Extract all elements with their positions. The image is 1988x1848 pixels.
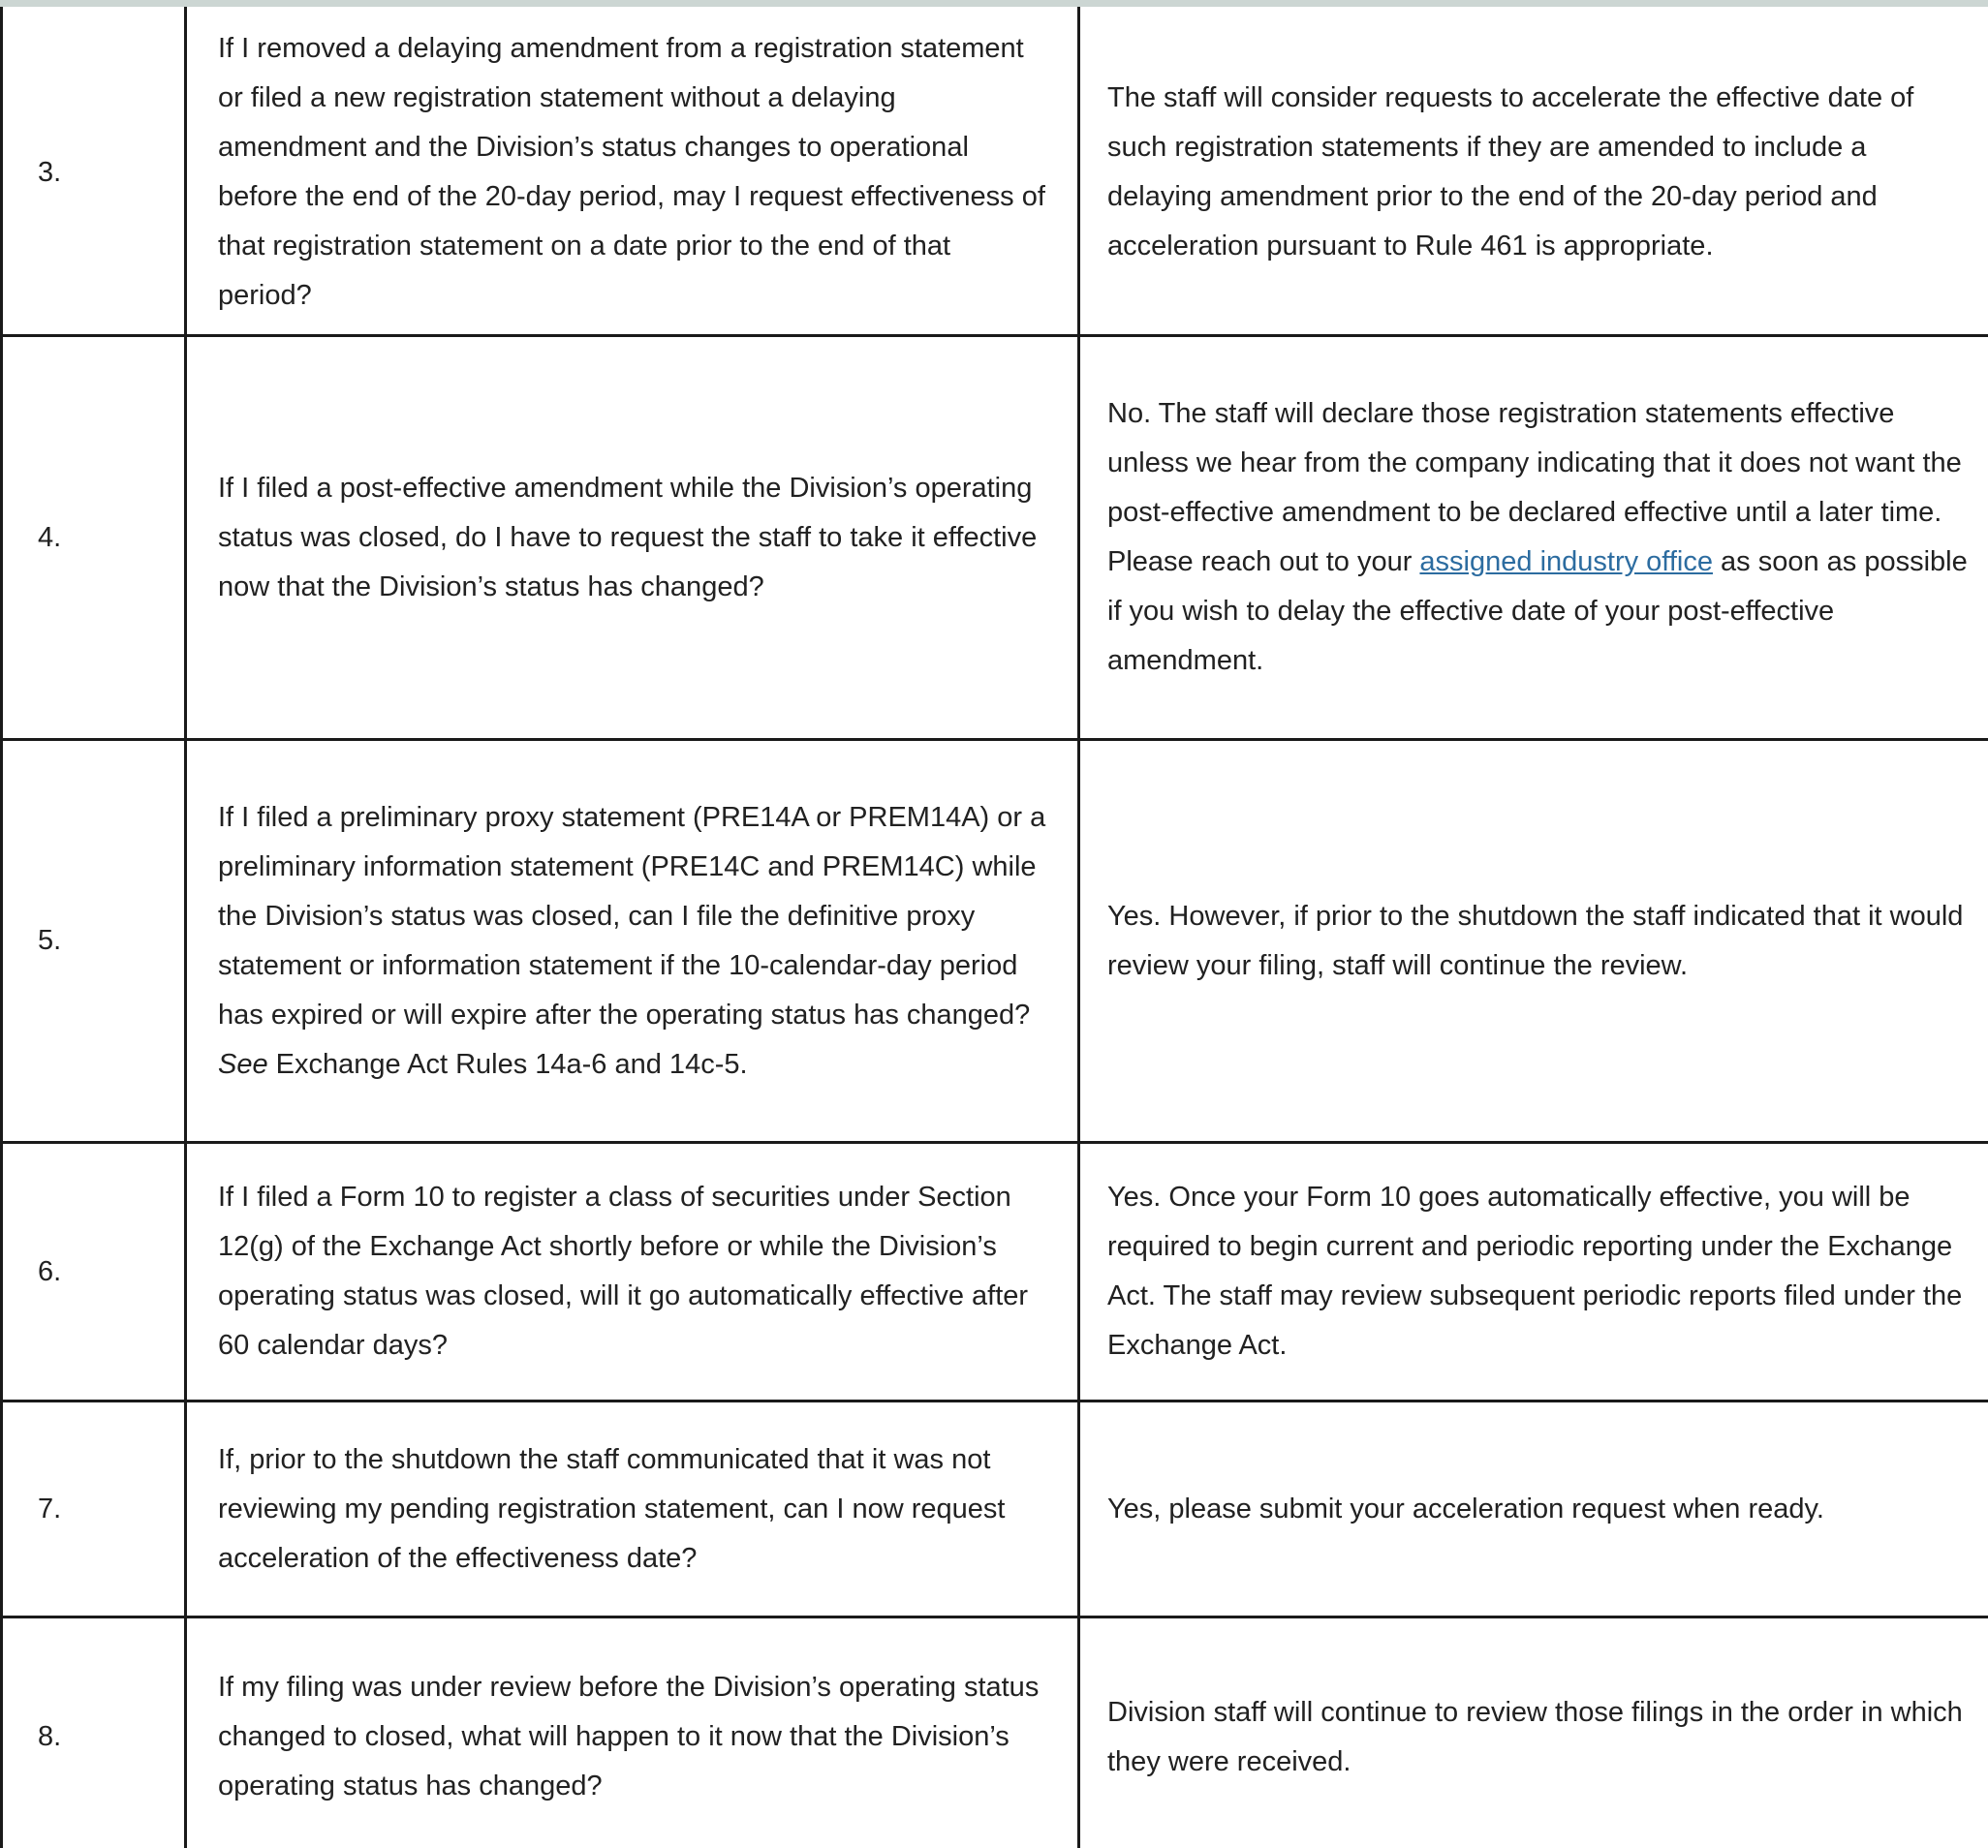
answer-text: Yes. However, if prior to the shutdown the staff indicated that it would review your filing, staff will continue the review. bbox=[1107, 900, 1964, 981]
row-number-cell bbox=[0, 1618, 187, 1848]
row-number: 4. bbox=[38, 521, 62, 553]
question-cell bbox=[187, 1402, 1080, 1616]
question-cell bbox=[187, 1618, 1080, 1848]
answer-text bbox=[1107, 389, 1969, 686]
question-cell bbox=[187, 337, 1080, 738]
answer-text: Yes. Once your Form 10 goes automatically effective, you will be required to begin current and periodic reporting under the Exchange Act. The staff may review subsequent periodic reports filed under the Exchange Act. bbox=[1107, 1182, 1963, 1361]
answer-text-after-link: as soon as possible if you wish to delay the effective date of your post-effective amendment. bbox=[1107, 546, 1968, 676]
question-text: If I filed a post-effective amendment while the Division’s operating status was closed, do I have to request the staff to take it effective now that the Division’s status has changed? bbox=[218, 472, 1038, 602]
answer-cell bbox=[1080, 741, 1988, 1141]
question-cell bbox=[187, 1144, 1080, 1400]
answer-text-before-link: No. The staff will declare those registration statements effective unless we hear from the company indicating that it does not want the post-effective amendment to be declared effective until a later time. Please reach out to your bbox=[1107, 398, 1962, 577]
answer-cell bbox=[1080, 7, 1988, 338]
question-cell bbox=[187, 741, 1080, 1141]
answer-text: Yes, please submit your acceleration request when ready. bbox=[1107, 1493, 1824, 1525]
answer-cell bbox=[1080, 1144, 1988, 1400]
question-text: If I filed a Form 10 to register a class of securities under Section 12(g) of the Exchange Act shortly before or while the Division’s operating status was closed, will it go automatically effective after 60 calendar days? bbox=[218, 1182, 1029, 1361]
question-text: If, prior to the shutdown the staff communicated that it was not reviewing my pending registration statement, can I now request acceleration of the effectiveness date? bbox=[218, 1443, 1006, 1574]
question-text: If I removed a delaying amendment from a registration statement or filed a new registration statement without a delaying amendment and the Division’s status changes to operational before the end of the 20-day period, may I request effectiveness of that registration statement on a date prior to the end of that period? bbox=[218, 33, 1045, 311]
answer-text: Division staff will continue to review those filings in the order in which they were received. bbox=[1107, 1696, 1963, 1777]
question-text: If my filing was under review before the Division’s operating status changed to closed, what will happen to it now that the Division’s operating status has changed? bbox=[218, 1672, 1040, 1802]
faq-row-5 bbox=[0, 741, 1988, 1144]
faq-table bbox=[0, 7, 1988, 1848]
answer-cell bbox=[1080, 1618, 1988, 1848]
row-number-cell bbox=[0, 741, 187, 1141]
question-cell bbox=[187, 7, 1080, 338]
row-number: 7. bbox=[38, 1493, 62, 1525]
assigned-industry-office-link[interactable]: assigned industry office bbox=[1419, 546, 1713, 577]
answer-text: The staff will consider requests to accelerate the effective date of such registration statements if they are amended to include a delaying amendment prior to the end of the 20-day period and acceleration pursuant to Rule 461 is appropriate. bbox=[1107, 82, 1914, 262]
faq-row-6 bbox=[0, 1144, 1988, 1402]
table-top-edge bbox=[0, 0, 1988, 7]
question-text-after-italic: Exchange Act Rules 14a-6 and 14c-5. bbox=[267, 1048, 748, 1080]
question-text bbox=[218, 793, 1048, 1090]
row-number-cell bbox=[0, 7, 187, 338]
row-number: 3. bbox=[38, 156, 62, 188]
row-number-cell bbox=[0, 337, 187, 738]
answer-cell bbox=[1080, 1402, 1988, 1616]
faq-row-4 bbox=[0, 337, 1988, 741]
row-number: 5. bbox=[38, 925, 62, 956]
question-text-before-italic: If I filed a preliminary proxy statement (PRE14A or PREM14A) or a preliminary information statement (PRE14C and PREM14C) while the Division’s status was closed, can I file the definitive proxy statement or information statement if the 10-calendar-day period has expired or will expire after the operating status has changed? bbox=[218, 801, 1046, 1031]
row-number: 8. bbox=[38, 1721, 62, 1752]
row-number: 6. bbox=[38, 1255, 62, 1287]
row-number-cell bbox=[0, 1402, 187, 1616]
answer-cell bbox=[1080, 337, 1988, 738]
faq-row-3 bbox=[0, 7, 1988, 337]
see-italic: See bbox=[218, 1048, 268, 1080]
row-number-cell bbox=[0, 1144, 187, 1400]
faq-row-7 bbox=[0, 1402, 1988, 1618]
faq-row-8 bbox=[0, 1618, 1988, 1848]
